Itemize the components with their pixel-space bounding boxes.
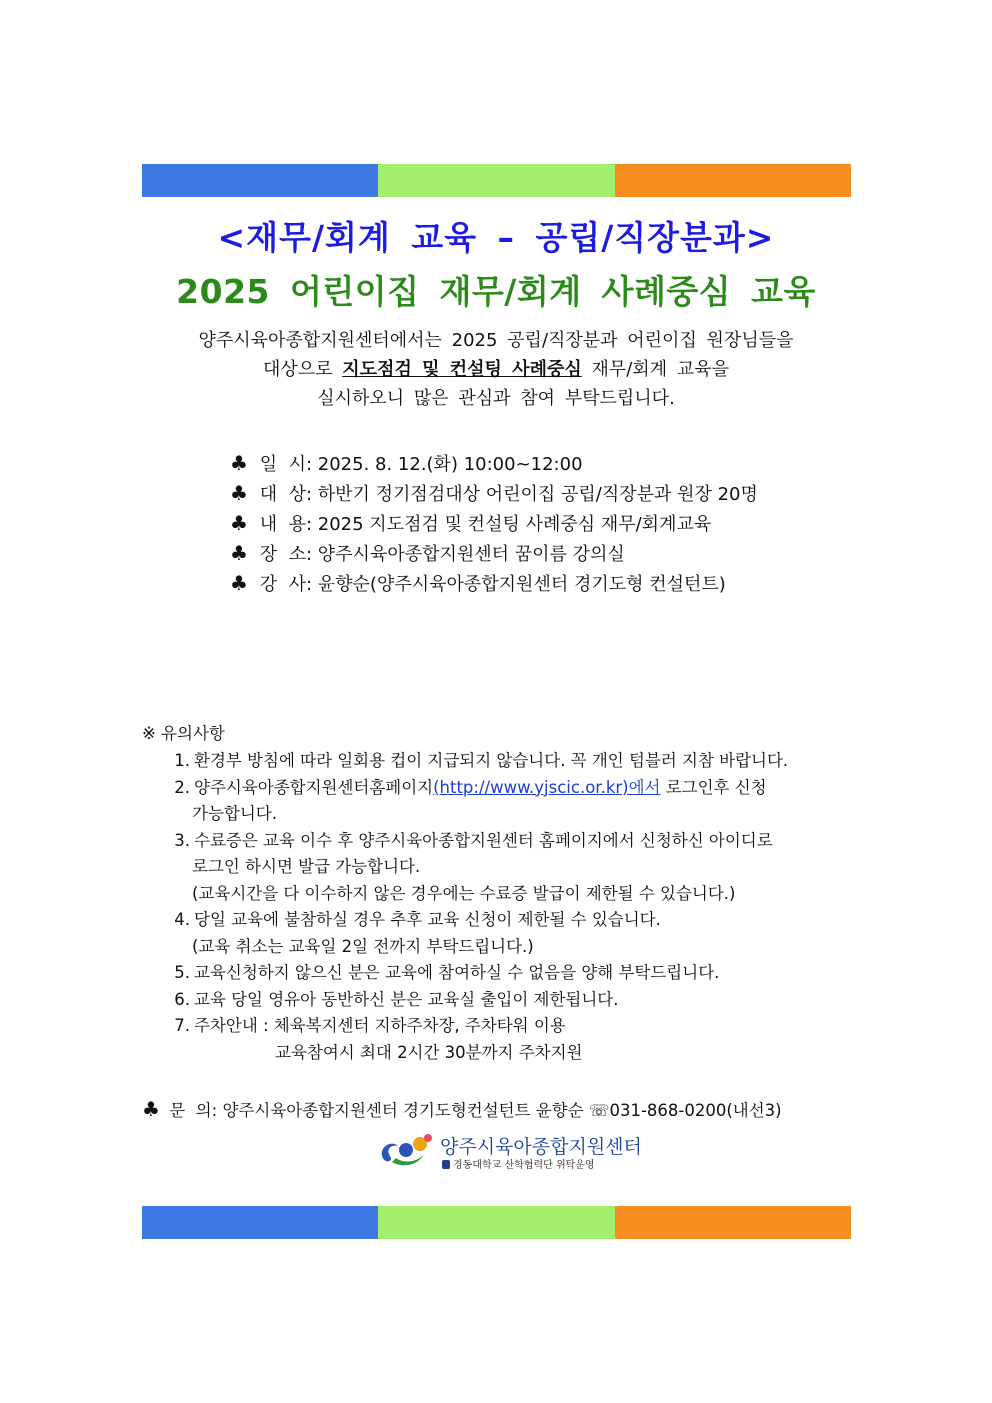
note-text: 교육신청하지 않으신 분은 교육에 참여하실 수 없음을 양해 부탁드립니다. [194,963,720,982]
note-item-7 [142,1015,862,1042]
notes-heading: ※ 유의사항 [142,724,225,743]
title-line-1: <재무/회계 교육 – 공립/직장분과> [217,218,775,257]
note-number: 1. [174,751,190,770]
note-item-7-cont: 교육참여시 최대 2시간 30분까지 주차지원 [275,1042,583,1062]
contact-text: 양주시육아종합지원센터 경기도형컨설턴트 윤향순 [222,1101,584,1120]
note-item-2-cont: 가능합니다. [192,804,277,823]
club-icon: ♣ [230,511,248,535]
detail-label: 대 상: [259,484,313,505]
detail-row-content [230,510,870,540]
intro-line-2-post: 재무/회계 교육을 [581,359,729,380]
note-item-3-cont2: (교육시간을 다 이수하지 않은 경우에는 수료증 발급이 제한될 수 있습니다.) [192,883,736,903]
university-emblem-icon [442,1160,450,1169]
intro-emphasis: 지도점검 및 컨설팅 사례중심 [342,359,582,380]
intro-line-2-pre: 대상으로 [263,359,343,380]
detail-value: 하반기 정기점검대상 어린이집 공립/직장분과 원장 20명 [317,484,758,505]
intro-line-3: 실시하오니 많은 관심과 참여 부탁드립니다. [317,388,675,409]
note-item-5 [142,962,862,989]
color-bar-orange [615,164,851,197]
intro-line-1: 양주시육아종합지원센터에서는 2025 공립/직장분과 어린이집 원장님들을 [198,330,794,351]
note-number: 7. [174,1016,190,1035]
color-bar-blue [142,1206,378,1239]
note-number: 4. [174,910,190,929]
detail-value: 2025 지도점검 및 컨설팅 사례중심 재무/회계교육 [317,514,712,535]
title-line-2: 2025 어린이집 재무/회계 사례중심 교육 [176,272,816,311]
detail-label: 일 시: [259,454,313,475]
phone-icon: ☏ [588,1101,610,1120]
detail-label: 강 사: [259,574,313,595]
color-bar-orange [615,1206,851,1239]
note-item-3 [142,830,862,857]
note-item-1 [142,750,862,777]
logo-subtitle-text: 경동대학교 산학협력단 위탁운영 [453,1160,595,1171]
note-item-4 [142,909,862,936]
contact-label: 문 의: [169,1101,218,1120]
logo-subtitle [442,1156,595,1171]
note-item-4-cont: (교육 취소는 교육일 2일 전까지 부탁드립니다.) [192,936,534,956]
contact-line [142,1097,862,1121]
detail-value: 2025. 8. 12.(화) 10:00~12:00 [317,454,583,475]
club-icon: ♣ [142,1097,160,1121]
club-icon: ♣ [230,571,248,595]
detail-row-target [230,480,870,510]
note-text: 환경부 방침에 따라 일회용 컵이 지급되지 않습니다. 꼭 개인 텀블러 지참 바랍니다. [194,751,789,770]
contact-phone: 031-868-0200(내선3) [609,1101,782,1120]
detail-row-instructor [230,570,870,600]
club-icon: ♣ [230,481,248,505]
note-text: 주차안내 : 체육복지센터 지하주차장, 주차타워 이용 [194,1016,566,1035]
note-text: 당일 교육에 불참하실 경우 추후 교육 신청이 제한될 수 있습니다. [194,910,661,929]
bottom-color-bar [142,1206,851,1239]
detail-label: 내 용: [259,514,313,535]
color-bar-green [378,1206,614,1239]
detail-label: 장 소: [259,544,313,565]
note-item-3-cont: 로그인 하시면 발급 가능합니다. [192,857,421,876]
detail-row-place [230,540,870,570]
note-number: 3. [174,830,190,850]
note-text: 로그인후 신청 [660,777,767,797]
note-number: 5. [174,963,190,982]
note-text: 교육 당일 영유아 동반하신 분은 교육실 출입이 제한됩니다. [194,989,619,1009]
color-bar-blue [142,164,378,197]
color-bar-green [378,164,614,197]
top-color-bar [142,164,851,197]
event-details [230,450,870,600]
detail-value: 윤향순(양주시육아종합지원센터 경기도형 컨설턴트) [317,574,726,595]
note-text: 양주시육아종합지원센터홈페이지 [194,777,434,797]
club-icon: ♣ [230,451,248,475]
logo-name: 양주시육아종합지원센터 [440,1136,642,1158]
note-number: 6. [174,989,190,1009]
center-logo [378,1132,642,1172]
homepage-link[interactable]: (http://www.yjscic.or.kr)에서 [433,777,661,797]
intro-line-2 [0,355,992,384]
detail-row-date [230,450,870,480]
note-text: 수료증은 교육 이수 후 양주시육아종합지원센터 홈페이지에서 신청하신 아이디로 [194,830,773,850]
detail-value: 양주시육아종합지원센터 꿈이름 강의실 [317,544,625,565]
club-icon: ♣ [230,541,248,565]
note-item-2 [142,777,862,804]
logo-mark-icon [378,1132,436,1170]
note-item-6 [142,989,862,1016]
notes-section [142,723,862,1068]
intro-paragraph [0,326,992,413]
note-number: 2. [174,777,190,797]
